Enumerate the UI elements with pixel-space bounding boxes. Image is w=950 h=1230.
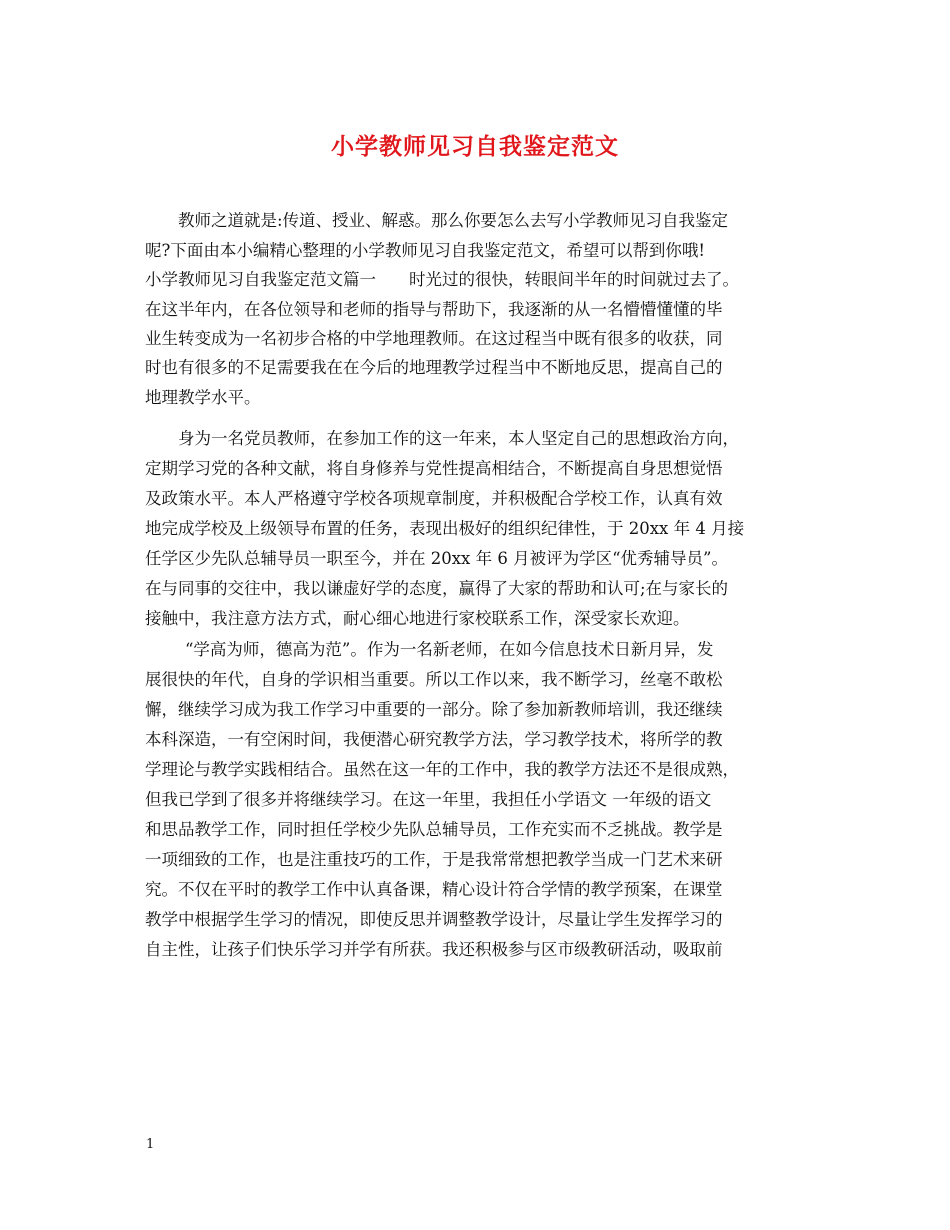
text-line: 在与同事的交往中，我以谦虚好学的态度，赢得了大家的帮助和认可;在与家长的 <box>145 579 729 598</box>
text-line: 任学区少先队总辅导员一职至今，并在 20xx 年 6 月被评为学区“优秀辅导员”。 <box>145 549 728 568</box>
text-line: 和思品教学工作，同时担任学校少先队总辅导员，工作充实而不乏挑战。教学是 <box>145 820 723 839</box>
text-line: 究。不仅在平时的教学工作中认真备课，精心设计符合学情的教学预案，在课堂 <box>145 880 723 899</box>
text-line: 自主性，让孩子们快乐学习并学有所获。我还积极参与区市级教研活动，吸取前 <box>145 940 723 959</box>
text-line: 业生转变成为一名初步合格的中学地理教师。在这过程当中既有很多的收获，同 <box>145 329 723 348</box>
text-line: 展很快的年代，自身的学识相当重要。所以工作以来，我不断学习，丝毫不敢松 <box>145 670 723 689</box>
text-line: 一项细致的工作，也是注重技巧的工作，于是我常常想把教学当成一门艺术来研 <box>145 850 723 869</box>
text-line: 接触中，我注意方法方式，耐心细心地进行家校联系工作，深受家长欢迎。 <box>145 609 690 628</box>
text-line: 呢?下面由本小编精心整理的小学教师见习自我鉴定范文，希望可以帮到你哦! <box>145 241 705 260</box>
text-line: 时也有很多的不足需要我在在今后的地理教学过程当中不断地反思，提高自己的 <box>145 358 723 377</box>
text-line: 身为一名党员教师，在参加工作的这一年来，本人坚定自己的思想政治方向， <box>178 429 739 448</box>
text-line: 教师之道就是:传道、授业、解惑。那么你要怎么去写小学教师见习自我鉴定 <box>178 211 729 230</box>
text-line: “学高为师，德高为范”。作为一名新老师，在如今信息技术日新月异，发 <box>185 640 714 659</box>
document-title: 小学教师见习自我鉴定范文 <box>331 133 619 160</box>
text-line: 教学中根据学生学习的情况，即使反思并调整教学设计，尽量让学生发挥学习的 <box>145 910 723 929</box>
text-line: 小学教师见习自我鉴定范文篇一 时光过的很快，转眼间半年的时间就过去了。 <box>145 270 739 289</box>
text-line: 地完成学校及上级领导布置的任务，表现出极好的组织纪律性，于 20xx 年 4 月接 <box>145 519 745 538</box>
text-line: 在这半年内，在各位领导和老师的指导与帮助下，我逐渐的从一名懵懵懂懂的毕 <box>145 300 723 319</box>
text-line: 地理教学水平。 <box>145 388 261 407</box>
text-line: 及政策水平。本人严格遵守学校各项规章制度，并积极配合学校工作，认真有效 <box>145 489 723 508</box>
text-line: 但我已学到了很多并将继续学习。在这一年里，我担任小学语文 一年级的语文 <box>145 790 712 809</box>
page-number: 1 <box>146 1137 155 1152</box>
text-line: 懈，继续学习成为我工作学习中重要的一部分。除了参加新教师培训，我还继续 <box>145 700 723 719</box>
text-line: 本科深造，一有空闲时间，我便潜心研究教学方法，学习教学技术，将所学的教 <box>145 730 723 749</box>
text-line: 定期学习党的各种文献，将自身修养与党性提高相结合，不断提高自身思想觉悟 <box>145 459 723 478</box>
text-line: 学理论与教学实践相结合。虽然在这一年的工作中，我的教学方法还不是很成熟， <box>145 760 739 779</box>
